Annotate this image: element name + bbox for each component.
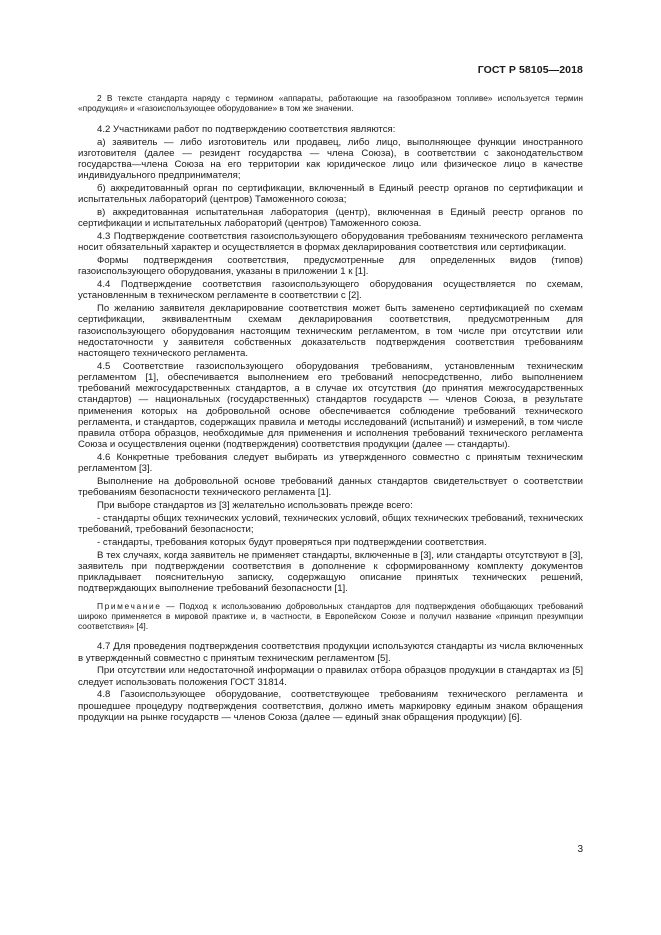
paragraph: При выборе стандартов из [3] желательно использовать прежде всего: [97,500,413,512]
document-body [78,93,583,725]
paragraph-4-2: 4.2 Участниками работ по подтверждению соответствия являются: [97,124,396,135]
list-item: - стандарты, требования которых будут проверяться при подтверждении соответствия. [97,536,487,548]
note-text: — Подход к использованию добровольных стандартов для подтверждения обобщающих требований широко применяется в мировой практике и, в частности, в Европейском Союзе и получил название «принцип презумпции соответствия» [4]. [78,601,583,632]
standard-designation: ГОСТ Р 58105—2018 [477,64,583,76]
page-number: 3 [577,844,583,855]
paragraph: В тех случаях, когда заявитель не применяет стандарты, включенные в [3], или стандарты отсутствуют в [3], заявитель при подтверждении соответствия в дополнение к сформированному комплекту документов прикладывает пояснительную записку, содержащую описание принятых технических решений, подтверждающих выполнение требований безопасности [1]. [78,549,583,595]
note [78,601,583,631]
paragraph-4-8: 4.8 Газоиспользующее оборудование, соответствующее требованиям технического регламента и прошедшее процедуру подтверждения соответствия, должно иметь маркировку единым знаком обращения продукции на рынке государств — членов Союза (далее — единый знак обращения продукции) [6]. [78,689,583,723]
paragraph: Выполнение на добровольной основе требований данных стандартов свидетельствует о соответствии требованиям безопасности технического регламента [1]. [78,476,583,499]
paragraph-4-4: 4.4 Подтверждение соответствия газоиспользующего оборудования осуществляется по схемам, установленным в техническом регламенте в соответствии с [2]. [78,279,583,302]
note-label: Примечание [97,601,162,612]
list-item-b: б) аккредитованный орган по сертификации, включенный в Единый реестр органов по сертификации и испытательных лабораторий (центров) Таможенного союза; [78,183,583,206]
paragraph: При отсутствии или недостаточной информации о правилах отбора образцов продукции в стандартах из [5] следует использовать положения ГОСТ 31814. [78,665,583,688]
footnote: 2 В тексте стандарта наряду с термином «аппараты, работающие на газообразном топливе» используется термин «продукция» и «газоиспользующее оборудование» в том же значении. [78,93,583,113]
paragraph-4-7: 4.7 Для проведения подтверждения соответствия продукции используются стандарты из числа включенных в утвержденный совместно с принятым техническим регламентом [5]. [78,641,583,664]
paragraph: По желанию заявителя декларирование соответствия может быть заменено сертификацией по схемам сертификации, эквивалентным схемам декларирования соответствия, предусмотренным для газоиспользующего оборудования настоящим техническим регламентом, в том числе при отсутствии или недостаточности у заявителя собственных доказательств подтверждения соответствия требованиям настоящего технического регламента. [78,303,583,360]
paragraph-4-3: 4.3 Подтверждение соответствия газоиспользующего оборудования требованиям технического регламента носит обязательный характер и осуществляется в формах декларирования соответствия или сертификации. [78,231,583,254]
paragraph-4-5: 4.5 Соответствие газоиспользующего оборудования требованиям, установленным техническим регламентом [1], обеспечивается выполнением его требований непосредственно, либо выполнением требований межгосударственных стандартов, а в случае их отсутствия (до принятия межгосударственных стандартов) — национальных (государственных) стандартов государств — членов Союза, в результате применения которых на добровольной основе обеспечивается соблюдение требований технического регламента, и стандартов, содержащих правила и методы исследований (испытаний) и измерений, в том числе правила отбора образцов, необходимые для применения и исполнения требований технического регламента Союза и осуществления оценки (подтверждения) соответствия продукции (далее — стандарты). [78,360,583,451]
list-item: - стандарты общих технических условий, технических условий, общих технических требований, технических требований, требований безопасности; [78,512,583,536]
paragraph: Формы подтверждения соответствия, предусмотренные для определенных видов (типов) газоиспользующего оборудования, указаны в приложении 1 к [1]. [78,255,583,278]
list-item-a: а) заявитель — либо изготовитель или продавец, либо лицо, выполняющее функции иностранного изготовителя (далее — резидент государства — члена Союза), в соответствии с законодательством государства—члена Союза на его территории как юридическое лицо или физическое лицо в качестве индивидуального предпринимателя; [78,136,583,182]
paragraph-4-6: 4.6 Конкретные требования следует выбирать из утвержденного совместно с принятым техническим регламентом [3]. [78,452,583,475]
list-item-c: в) аккредитованная испытательная лаборатория (центр), включенная в Единый реестр органов по сертификации и испытательных лабораторий (центров) Таможенного союза. [78,207,583,230]
